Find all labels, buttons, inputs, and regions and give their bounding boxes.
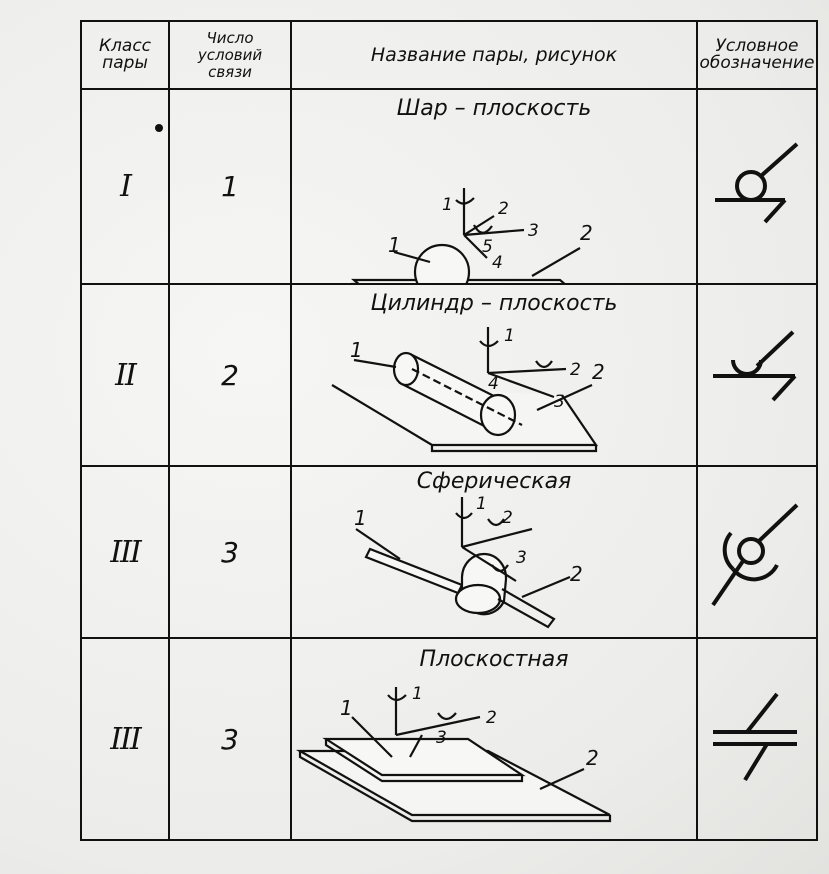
axis-label-1: 1 [412, 684, 423, 704]
header-name: Название пары, рисунок [291, 21, 697, 89]
axis-label-5: 5 [482, 237, 493, 257]
table-row [81, 638, 817, 840]
symbol-cell [697, 638, 817, 840]
name-cell [291, 466, 697, 638]
pair-name: Плоскостная [419, 647, 569, 672]
pair-name: Шар – плоскость [396, 96, 592, 121]
axis-label-1: 1 [504, 326, 515, 346]
conditions-cell [169, 89, 291, 284]
class-value: III [110, 721, 140, 757]
body1-label: 1 [340, 696, 353, 720]
kinematic-pairs-table [80, 20, 818, 841]
conditions-value: 1 [221, 170, 239, 203]
spherical-symbol-icon [707, 487, 807, 617]
body1-label: 1 [388, 233, 401, 257]
class-value: I [120, 169, 130, 204]
class-cell [81, 638, 169, 840]
body2-label: 2 [580, 221, 593, 245]
conditions-cell [169, 284, 291, 466]
symbol-cell [697, 284, 817, 466]
body2-label: 2 [570, 562, 583, 586]
axis-label-2: 2 [486, 708, 497, 728]
pair-name: Цилиндр – плоскость [370, 291, 618, 316]
name-cell [291, 89, 697, 284]
axis-label-1: 1 [476, 494, 487, 514]
axis-label-3: 3 [516, 548, 527, 568]
header-num-conditions: Число условий связи [169, 21, 291, 89]
name-cell [291, 284, 697, 466]
body2-label: 2 [586, 746, 599, 770]
header-class: Класс пары [81, 21, 169, 89]
planar-symbol-icon [707, 684, 807, 794]
axis-label-2: 2 [570, 360, 581, 380]
symbol-cell [697, 89, 817, 284]
axis-label-2: 2 [502, 508, 513, 528]
axis-label-4: 4 [492, 253, 503, 273]
ball-plane-symbol-icon [707, 132, 807, 242]
table-header-row [81, 21, 817, 89]
axis-label-2: 2 [498, 199, 509, 219]
name-cell [291, 638, 697, 840]
table-row [81, 284, 817, 466]
class-cell [81, 284, 169, 466]
pair-name: Сферическая [416, 469, 572, 494]
class-cell [81, 466, 169, 638]
cylinder-plane-symbol-icon [707, 320, 807, 430]
conditions-value: 3 [221, 535, 239, 569]
spherical-figure [292, 467, 696, 637]
planar-figure [292, 639, 696, 839]
symbol-cell [697, 466, 817, 638]
axis-label-1: 1 [442, 195, 453, 215]
axis-label-4: 4 [488, 374, 499, 394]
conditions-value: 3 [221, 722, 239, 756]
class-value: III [110, 534, 140, 570]
axis-label-3: 3 [554, 392, 565, 412]
body1-label: 1 [350, 338, 363, 362]
axis-label-3: 3 [436, 728, 447, 748]
conditions-cell [169, 466, 291, 638]
cylinder-plane-figure [292, 285, 696, 465]
ball-plane-figure [292, 90, 696, 283]
table-row [81, 466, 817, 638]
body2-label: 2 [592, 360, 605, 384]
table-row [81, 89, 817, 284]
header-symbol: Условное обозначение [697, 21, 817, 89]
conditions-cell [169, 638, 291, 840]
class-value: II [115, 357, 135, 393]
class-cell [81, 89, 169, 284]
conditions-value: 2 [221, 358, 239, 392]
body1-label: 1 [354, 506, 367, 530]
axis-label-3: 3 [528, 221, 539, 241]
